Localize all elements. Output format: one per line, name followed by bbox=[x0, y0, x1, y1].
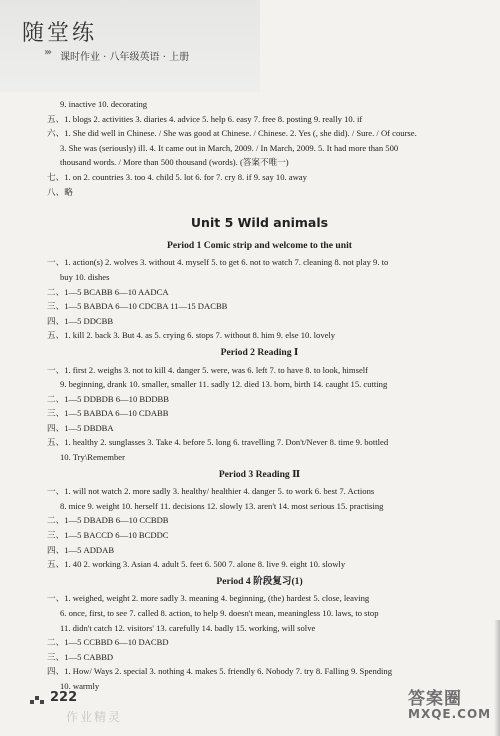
answer-line: 四、1. How/ Ways 2. special 3. nothing 4. makes 5. friendly 6. Nobody 7. try 8. Falling 9. Spending bbox=[47, 666, 393, 677]
answer-line: 10. warmly bbox=[60, 680, 100, 691]
answer-line: 四、1—5 DBDBA bbox=[47, 422, 114, 433]
answer-line: 三、1—5 BACCD 6—10 BCDDC bbox=[47, 530, 169, 541]
answer-line: 一、1. weighed, weight 2. more sadly 3. meaning 4. beginning, (the) hardest 5. close, leaving bbox=[47, 593, 370, 604]
site-watermark bbox=[408, 684, 498, 736]
watermark-bottom-text: MXQE.COM bbox=[408, 707, 492, 721]
header-subtitle: 课时作业 · 八年级英语 · 上册 bbox=[60, 52, 190, 63]
answer-line: 一、1. action(s) 2. wolves 3. without 4. myself 5. to get 6. not to watch 7. cleaning 8. not play 9. to bbox=[47, 257, 389, 268]
answer-line: 二、1—5 DDBDB 6—10 BDDBB bbox=[47, 393, 169, 404]
answer-line: 二、1—5 CCBBD 6—10 DACBD bbox=[47, 637, 169, 648]
answer-line: 五、1. kill 2. back 3. But 4. as 5. crying 6. stops 7. without 8. him 9. else 10. lovely bbox=[47, 330, 336, 341]
answer-line: 10. Try\Remember bbox=[60, 452, 125, 463]
answer-line: 五、1. healthy 2. sunglasses 3. Take 4. before 5. long 6. travelling 7. Don't/Never 8. time 9. bottled bbox=[47, 437, 389, 448]
answer-line: 一、1. will not watch 2. more sadly 3. healthy/ healthier 4. danger 5. to work 6. best 7. Actions bbox=[47, 486, 375, 497]
page-edge-shadow bbox=[494, 620, 500, 736]
answer-line: 五、1. 40 2. working 3. Asian 4. adult 5. feet 6. 500 7. alone 8. live 9. eight 10. slowly bbox=[47, 559, 346, 570]
footer-text: 作业精灵 bbox=[66, 710, 123, 724]
answer-line: 8. mice 9. weight 10. herself 11. decisions 12. slowly 13. aren't 14. most serious 15. practising bbox=[60, 500, 384, 511]
answer-line: 三、1—5 BABDA 6—10 CDABB bbox=[47, 408, 169, 419]
unit-title: Unit 5 Wild animals bbox=[190, 215, 329, 231]
answer-line: buy 10. dishes bbox=[60, 271, 110, 282]
answer-line: 9. inactive 10. decorating bbox=[60, 99, 148, 109]
answer-line: 一、1. first 2. weighs 3. not to kill 4. danger 5. were, was 6. left 7. to have 8. to look, himself bbox=[47, 364, 369, 375]
answer-line: 11. didn't catch 12. visitors' 13. carefully 14. badly 15. working, will solve bbox=[60, 622, 316, 633]
answer-line: 三、1—5 CABBD bbox=[47, 651, 114, 662]
page-header bbox=[0, 0, 500, 95]
answer-line: 四、1—5 DDCBB bbox=[47, 315, 114, 326]
answer-line: thousand words. / More than 500 thousand (words). (答案不唯一) bbox=[60, 157, 289, 168]
page-corner-decoration-icon bbox=[30, 692, 48, 706]
answer-line: 6. once, first, to see 7. called 8. action, to help 9. doesn't mean, meaningless 10. laws, to stop bbox=[60, 608, 379, 618]
answer-line: 五、1. blogs 2. activities 3. diaries 4. advice 5. help 6. easy 7. free 8. posting 9. really 10. if bbox=[47, 113, 363, 124]
answer-line: 三、1—5 BABDA 6—10 CDCBA 11—15 DACBB bbox=[47, 301, 228, 312]
period-heading: Period 3 Reading Ⅱ bbox=[218, 468, 301, 480]
watermark-top-text: 答案圈 bbox=[408, 689, 462, 709]
answer-line: 9. beginning, drank 10. smaller, smaller 11. sadly 12. died 13. born, birth 14. caught 15. cutting bbox=[60, 379, 388, 390]
header-title: 随堂练 bbox=[22, 21, 98, 46]
period-heading: Period 2 Reading Ⅰ bbox=[220, 346, 299, 358]
page-number: 222 bbox=[50, 690, 78, 705]
answer-content bbox=[47, 97, 472, 694]
answer-line: 二、1—5 BCABB 6—10 AADCA bbox=[47, 286, 169, 297]
answer-line: 二、1—5 DBADB 6—10 CCBDB bbox=[47, 515, 169, 526]
period-heading: Period 1 Comic strip and welcome to the unit bbox=[167, 239, 352, 251]
answer-line: 四、1—5 ADDAB bbox=[47, 544, 115, 555]
period-heading: Period 4 阶段复习(1) bbox=[216, 575, 303, 587]
answer-line: 3. She was (seriously) ill. 4. It came out in March, 2009. / In March, 2009. 5. It had more than 500 bbox=[60, 142, 399, 153]
answer-line: 七、1. on 2. countries 3. too 4. child 5. lot 6. for 7. cry 8. if 9. say 10. away bbox=[47, 171, 307, 182]
chevron-right-icon: ››› bbox=[44, 47, 50, 58]
answer-line: 六、1. She did well in Chinese. / She was good at Chinese. / Chinese. 2. Yes (, she did). / Sure. / Of course. bbox=[47, 128, 417, 139]
answer-line: 八、略 bbox=[47, 186, 73, 197]
